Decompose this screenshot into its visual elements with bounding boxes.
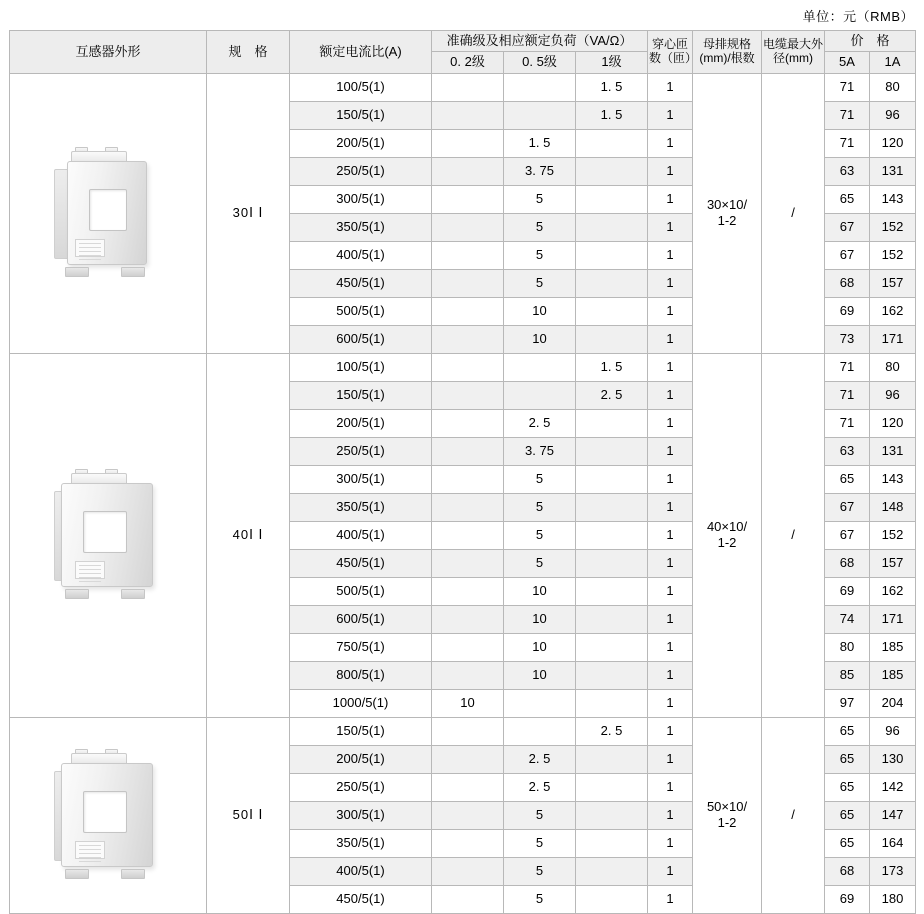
ratio-cell: 600/5(1)	[290, 325, 432, 353]
price-1a-cell: 147	[870, 801, 916, 829]
accuracy-05-cell: 5	[504, 213, 576, 241]
accuracy-1-cell	[576, 773, 648, 801]
cable-cell: /	[762, 353, 825, 717]
price-1a-cell: 185	[870, 633, 916, 661]
accuracy-05-cell: 2. 5	[504, 745, 576, 773]
accuracy-05-cell: 10	[504, 297, 576, 325]
spec-cell: 50Ⅰ Ⅰ	[207, 717, 290, 913]
accuracy-05-cell: 3. 75	[504, 437, 576, 465]
turns-cell: 1	[648, 73, 693, 101]
accuracy-02-cell	[432, 157, 504, 185]
ratio-cell: 750/5(1)	[290, 633, 432, 661]
accuracy-1-cell: 2. 5	[576, 381, 648, 409]
price-1a-cell: 120	[870, 409, 916, 437]
accuracy-1-cell: 2. 5	[576, 717, 648, 745]
ratio-cell: 300/5(1)	[290, 465, 432, 493]
price-5a-cell: 67	[825, 213, 870, 241]
price-5a-cell: 67	[825, 521, 870, 549]
busbar-cell: 30×10/ 1-2	[693, 73, 762, 353]
price-1a-cell: 164	[870, 829, 916, 857]
accuracy-02-cell	[432, 409, 504, 437]
accuracy-05-cell	[504, 381, 576, 409]
turns-cell: 1	[648, 437, 693, 465]
ratio-cell: 150/5(1)	[290, 381, 432, 409]
ratio-cell: 250/5(1)	[290, 157, 432, 185]
header-turns: 穿心匝数（匝）	[648, 31, 693, 74]
accuracy-02-cell	[432, 549, 504, 577]
cable-cell: /	[762, 717, 825, 913]
ct-image-wrap	[11, 720, 205, 911]
accuracy-1-cell	[576, 633, 648, 661]
price-5a-cell: 68	[825, 549, 870, 577]
accuracy-05-cell: 5	[504, 549, 576, 577]
accuracy-1-cell	[576, 269, 648, 297]
price-1a-cell: 143	[870, 185, 916, 213]
turns-cell: 1	[648, 157, 693, 185]
turns-cell: 1	[648, 885, 693, 913]
accuracy-05-cell: 5	[504, 465, 576, 493]
price-1a-cell: 152	[870, 521, 916, 549]
header-acc-02: 0. 2级	[432, 52, 504, 73]
unit-note: 单位：元（RMB）	[802, 9, 914, 24]
accuracy-02-cell	[432, 325, 504, 353]
header-price-1a: 1A	[870, 52, 916, 73]
table-body	[10, 73, 916, 913]
price-1a-cell: 173	[870, 857, 916, 885]
table-head	[10, 31, 916, 74]
accuracy-1-cell	[576, 325, 648, 353]
accuracy-1-cell	[576, 297, 648, 325]
ratio-cell: 1000/5(1)	[290, 689, 432, 717]
accuracy-1-cell	[576, 409, 648, 437]
price-1a-cell: 142	[870, 773, 916, 801]
accuracy-05-cell: 10	[504, 577, 576, 605]
price-1a-cell: 130	[870, 745, 916, 773]
ct-image-wrap	[11, 76, 205, 351]
header-ratio: 额定电流比(A)	[290, 31, 432, 74]
price-1a-cell: 152	[870, 213, 916, 241]
price-5a-cell: 71	[825, 409, 870, 437]
header-cable: 电缆最大外径(mm)	[762, 31, 825, 74]
ct-image-wrap	[11, 356, 205, 715]
turns-cell: 1	[648, 521, 693, 549]
accuracy-1-cell	[576, 829, 648, 857]
price-5a-cell: 63	[825, 437, 870, 465]
ratio-cell: 350/5(1)	[290, 493, 432, 521]
price-1a-cell: 180	[870, 885, 916, 913]
ratio-cell: 250/5(1)	[290, 437, 432, 465]
turns-cell: 1	[648, 633, 693, 661]
accuracy-05-cell	[504, 353, 576, 381]
price-1a-cell: 162	[870, 577, 916, 605]
accuracy-02-cell	[432, 773, 504, 801]
ratio-cell: 300/5(1)	[290, 185, 432, 213]
header-busbar: 母排规格(mm)/根数	[693, 31, 762, 74]
accuracy-02-cell	[432, 801, 504, 829]
price-5a-cell: 65	[825, 829, 870, 857]
accuracy-02-cell	[432, 297, 504, 325]
busbar-cell: 50×10/ 1-2	[693, 717, 762, 913]
price-5a-cell: 68	[825, 269, 870, 297]
accuracy-02-cell	[432, 857, 504, 885]
accuracy-05-cell: 5	[504, 829, 576, 857]
turns-cell: 1	[648, 661, 693, 689]
accuracy-05-cell: 5	[504, 521, 576, 549]
table-row	[10, 353, 916, 381]
price-5a-cell: 65	[825, 185, 870, 213]
header-shape: 互感器外形	[10, 31, 207, 74]
price-5a-cell: 80	[825, 633, 870, 661]
header-acc-1: 1级	[576, 52, 648, 73]
accuracy-02-cell	[432, 381, 504, 409]
accuracy-1-cell: 1. 5	[576, 73, 648, 101]
accuracy-1-cell	[576, 437, 648, 465]
ratio-cell: 500/5(1)	[290, 577, 432, 605]
turns-cell: 1	[648, 773, 693, 801]
accuracy-1-cell	[576, 213, 648, 241]
ratio-cell: 300/5(1)	[290, 801, 432, 829]
ratio-cell: 450/5(1)	[290, 549, 432, 577]
header-accuracy: 准确级及相应额定负荷（VA/Ω）	[432, 31, 648, 52]
accuracy-05-cell	[504, 73, 576, 101]
turns-cell: 1	[648, 577, 693, 605]
price-1a-cell: 157	[870, 549, 916, 577]
accuracy-02-cell	[432, 829, 504, 857]
price-5a-cell: 67	[825, 493, 870, 521]
accuracy-05-cell: 10	[504, 325, 576, 353]
turns-cell: 1	[648, 241, 693, 269]
accuracy-1-cell	[576, 885, 648, 913]
accuracy-1-cell	[576, 185, 648, 213]
table-row	[10, 73, 916, 101]
turns-cell: 1	[648, 409, 693, 437]
accuracy-1-cell	[576, 745, 648, 773]
ratio-cell: 350/5(1)	[290, 829, 432, 857]
turns-cell: 1	[648, 101, 693, 129]
accuracy-1-cell	[576, 801, 648, 829]
accuracy-02-cell	[432, 661, 504, 689]
ratio-cell: 150/5(1)	[290, 717, 432, 745]
accuracy-1-cell	[576, 689, 648, 717]
accuracy-02-cell	[432, 717, 504, 745]
turns-cell: 1	[648, 129, 693, 157]
spec-cell: 30Ⅰ Ⅰ	[207, 73, 290, 353]
ratio-cell: 600/5(1)	[290, 605, 432, 633]
accuracy-05-cell: 5	[504, 857, 576, 885]
ratio-cell: 150/5(1)	[290, 101, 432, 129]
accuracy-02-cell	[432, 101, 504, 129]
turns-cell: 1	[648, 549, 693, 577]
price-5a-cell: 73	[825, 325, 870, 353]
price-1a-cell: 162	[870, 297, 916, 325]
turns-cell: 1	[648, 269, 693, 297]
price-1a-cell: 80	[870, 73, 916, 101]
accuracy-02-cell	[432, 353, 504, 381]
accuracy-05-cell: 3. 75	[504, 157, 576, 185]
accuracy-02-cell	[432, 465, 504, 493]
turns-cell: 1	[648, 465, 693, 493]
cable-cell: /	[762, 73, 825, 353]
current-transformer-icon	[49, 749, 167, 881]
price-1a-cell: 152	[870, 241, 916, 269]
accuracy-02-cell	[432, 269, 504, 297]
turns-cell: 1	[648, 185, 693, 213]
accuracy-02-cell	[432, 213, 504, 241]
ratio-cell: 450/5(1)	[290, 269, 432, 297]
turns-cell: 1	[648, 829, 693, 857]
accuracy-02-cell	[432, 745, 504, 773]
turns-cell: 1	[648, 605, 693, 633]
accuracy-05-cell	[504, 689, 576, 717]
accuracy-05-cell: 5	[504, 269, 576, 297]
price-1a-cell: 204	[870, 689, 916, 717]
ratio-cell: 100/5(1)	[290, 353, 432, 381]
ratio-cell: 250/5(1)	[290, 773, 432, 801]
turns-cell: 1	[648, 745, 693, 773]
header-price-5a: 5A	[825, 52, 870, 73]
accuracy-1-cell	[576, 521, 648, 549]
price-1a-cell: 96	[870, 101, 916, 129]
ratio-cell: 350/5(1)	[290, 213, 432, 241]
price-5a-cell: 67	[825, 241, 870, 269]
accuracy-05-cell: 5	[504, 185, 576, 213]
header-spec: 规 格	[207, 31, 290, 74]
turns-cell: 1	[648, 717, 693, 745]
current-transformer-icon	[49, 469, 167, 601]
ratio-cell: 400/5(1)	[290, 521, 432, 549]
price-5a-cell: 71	[825, 101, 870, 129]
price-1a-cell: 96	[870, 717, 916, 745]
accuracy-1-cell	[576, 129, 648, 157]
turns-cell: 1	[648, 857, 693, 885]
accuracy-05-cell: 2. 5	[504, 773, 576, 801]
transformer-shape-cell	[10, 73, 207, 353]
accuracy-1-cell	[576, 157, 648, 185]
spec-cell: 40Ⅰ Ⅰ	[207, 353, 290, 717]
header-acc-05: 0. 5级	[504, 52, 576, 73]
price-5a-cell: 71	[825, 73, 870, 101]
price-5a-cell: 71	[825, 381, 870, 409]
price-5a-cell: 74	[825, 605, 870, 633]
accuracy-05-cell: 10	[504, 605, 576, 633]
transformer-shape-cell	[10, 353, 207, 717]
accuracy-1-cell	[576, 241, 648, 269]
accuracy-02-cell	[432, 633, 504, 661]
busbar-cell: 40×10/ 1-2	[693, 353, 762, 717]
accuracy-1-cell	[576, 577, 648, 605]
accuracy-02-cell	[432, 241, 504, 269]
accuracy-05-cell: 5	[504, 493, 576, 521]
accuracy-05-cell: 2. 5	[504, 409, 576, 437]
price-5a-cell: 71	[825, 129, 870, 157]
accuracy-1-cell	[576, 857, 648, 885]
accuracy-02-cell	[432, 493, 504, 521]
accuracy-05-cell: 5	[504, 801, 576, 829]
price-5a-cell: 65	[825, 717, 870, 745]
price-5a-cell: 71	[825, 353, 870, 381]
price-1a-cell: 171	[870, 605, 916, 633]
turns-cell: 1	[648, 493, 693, 521]
accuracy-1-cell	[576, 605, 648, 633]
price-5a-cell: 69	[825, 885, 870, 913]
price-5a-cell: 69	[825, 577, 870, 605]
accuracy-05-cell: 1. 5	[504, 129, 576, 157]
table-row	[10, 717, 916, 745]
price-5a-cell: 65	[825, 801, 870, 829]
price-5a-cell: 85	[825, 661, 870, 689]
accuracy-05-cell: 5	[504, 885, 576, 913]
ratio-cell: 400/5(1)	[290, 241, 432, 269]
price-5a-cell: 69	[825, 297, 870, 325]
price-1a-cell: 185	[870, 661, 916, 689]
price-1a-cell: 80	[870, 353, 916, 381]
price-1a-cell: 143	[870, 465, 916, 493]
accuracy-05-cell: 10	[504, 661, 576, 689]
ratio-cell: 500/5(1)	[290, 297, 432, 325]
accuracy-1-cell: 1. 5	[576, 101, 648, 129]
price-1a-cell: 96	[870, 381, 916, 409]
accuracy-05-cell: 10	[504, 633, 576, 661]
transformer-price-table	[9, 30, 916, 914]
accuracy-1-cell: 1. 5	[576, 353, 648, 381]
accuracy-02-cell	[432, 577, 504, 605]
accuracy-02-cell	[432, 605, 504, 633]
turns-cell: 1	[648, 801, 693, 829]
price-1a-cell: 157	[870, 269, 916, 297]
price-1a-cell: 148	[870, 493, 916, 521]
accuracy-02-cell	[432, 129, 504, 157]
accuracy-02-cell	[432, 73, 504, 101]
price-5a-cell: 65	[825, 773, 870, 801]
price-5a-cell: 65	[825, 465, 870, 493]
accuracy-02-cell	[432, 437, 504, 465]
ratio-cell: 200/5(1)	[290, 745, 432, 773]
accuracy-1-cell	[576, 493, 648, 521]
turns-cell: 1	[648, 381, 693, 409]
price-1a-cell: 120	[870, 129, 916, 157]
accuracy-05-cell	[504, 717, 576, 745]
price-5a-cell: 63	[825, 157, 870, 185]
ratio-cell: 800/5(1)	[290, 661, 432, 689]
accuracy-05-cell	[504, 101, 576, 129]
accuracy-02-cell	[432, 885, 504, 913]
turns-cell: 1	[648, 297, 693, 325]
accuracy-1-cell	[576, 465, 648, 493]
turns-cell: 1	[648, 325, 693, 353]
current-transformer-icon	[49, 147, 167, 279]
header-price: 价 格	[825, 31, 916, 52]
turns-cell: 1	[648, 689, 693, 717]
turns-cell: 1	[648, 213, 693, 241]
price-5a-cell: 68	[825, 857, 870, 885]
price-5a-cell: 97	[825, 689, 870, 717]
price-1a-cell: 131	[870, 437, 916, 465]
accuracy-02-cell: 10	[432, 689, 504, 717]
accuracy-02-cell	[432, 521, 504, 549]
ratio-cell: 400/5(1)	[290, 857, 432, 885]
accuracy-1-cell	[576, 661, 648, 689]
ratio-cell: 450/5(1)	[290, 885, 432, 913]
accuracy-05-cell: 5	[504, 241, 576, 269]
accuracy-1-cell	[576, 549, 648, 577]
transformer-shape-cell	[10, 717, 207, 913]
price-1a-cell: 131	[870, 157, 916, 185]
ratio-cell: 200/5(1)	[290, 129, 432, 157]
turns-cell: 1	[648, 353, 693, 381]
accuracy-02-cell	[432, 185, 504, 213]
price-5a-cell: 65	[825, 745, 870, 773]
price-1a-cell: 171	[870, 325, 916, 353]
ratio-cell: 100/5(1)	[290, 73, 432, 101]
header-row-1	[10, 31, 916, 52]
ratio-cell: 200/5(1)	[290, 409, 432, 437]
